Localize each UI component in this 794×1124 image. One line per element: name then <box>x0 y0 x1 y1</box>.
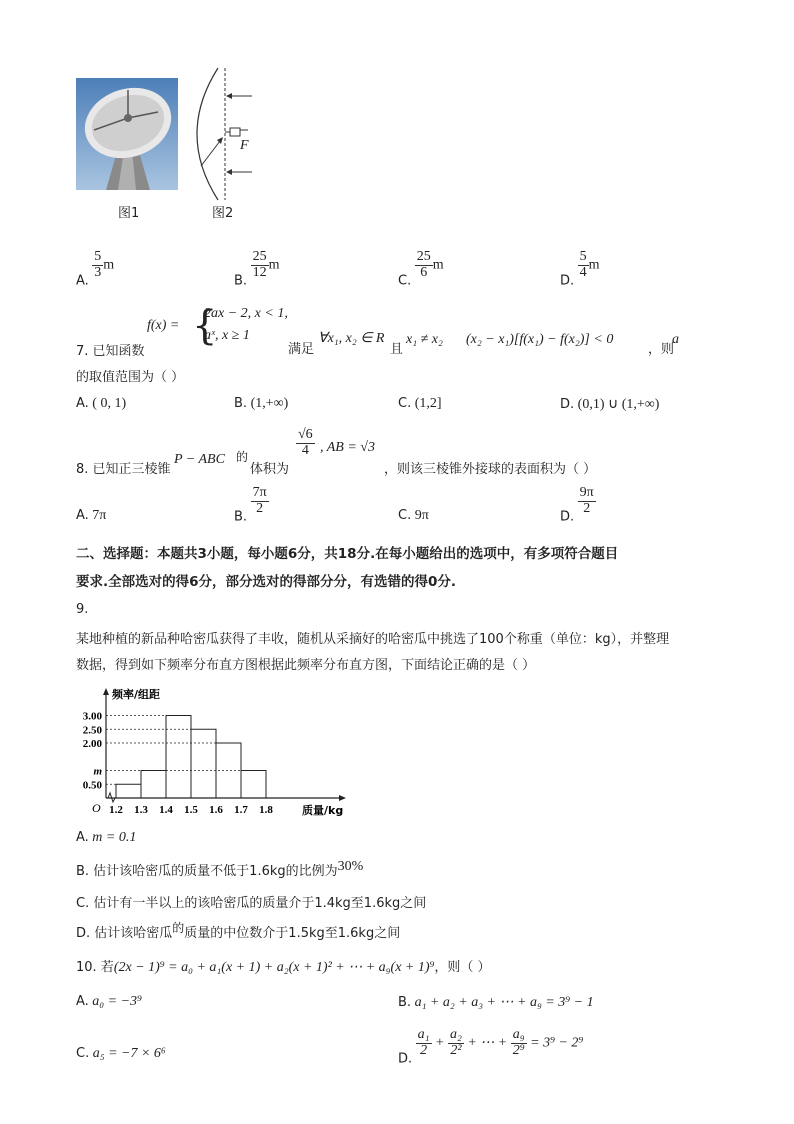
y-tick-label: 3.00 <box>82 710 102 723</box>
q8-vol: 体积为 <box>250 462 290 477</box>
x-axis-label: 质量/kg <box>302 804 344 817</box>
q7-option-d: D. (0,1) ∪ (1,+∞) <box>560 397 660 412</box>
q9-number: 9. <box>76 602 89 617</box>
y-axis-label: 频率/组距 <box>112 688 161 701</box>
frequency-histogram <box>70 686 360 818</box>
q10-option-c: C. a₅ = −7 × 6⁶ <box>76 1046 166 1061</box>
x-tick-label: 1.6 <box>209 804 223 816</box>
histogram-bar <box>241 771 266 799</box>
q7-brace: { <box>192 303 218 349</box>
q8-pabc: P − ABC <box>174 452 225 467</box>
q7-cond: 满足 <box>288 342 315 357</box>
y-axis-arrow <box>103 688 109 695</box>
histogram-svg <box>70 686 360 818</box>
q7-then: ，则 <box>648 342 675 357</box>
histogram-bar <box>141 771 166 799</box>
q7-case-2: aˣ, x ≥ 1 <box>204 328 250 343</box>
x-tick-label: 1.4 <box>159 804 173 816</box>
q9-line-2: 数据，得到如下频率分布直方图根据此频率分布直方图，下面结论正确的是（ ） <box>76 658 536 673</box>
q6-option-d: D. $\frac{5}{4}$ m <box>560 249 600 289</box>
q8-prefix: 8. 已知正三棱锥 <box>76 462 171 477</box>
q7-qie: 且 <box>390 342 404 357</box>
x-axis-arrow <box>339 795 346 801</box>
q8-option-d: D. $\frac{9\pi}{2}$ <box>560 485 594 525</box>
q9-option-c: C. 估计有一半以上的该哈密瓜的质量介于1.4kg至1.6kg之间 <box>76 896 427 911</box>
x-tick-label: 1.8 <box>259 804 273 816</box>
q10-stem: 10. 若(2x − 1)⁹ = a₀ + a₁(x + 1) + a₂(x + 1)² + ⋯ + a₉(x + 1)⁹，则（ ） <box>76 960 491 975</box>
q8-ab: , AB = √3 <box>320 440 375 455</box>
q7-neq: x₁ ≠ x₂ <box>406 332 443 347</box>
q6-option-a: A. $\frac{5}{3}$ m <box>76 249 115 289</box>
histogram-bar <box>116 784 141 798</box>
q8-option-b: B. $\frac{7\pi}{2}$ <box>234 485 267 525</box>
q7-option-b: B. (1,+∞) <box>234 396 289 411</box>
y-tick-label: 2.00 <box>82 738 102 750</box>
q10-option-d: D. $\frac{\text{a₁}}{2}$ + $\frac{\text{a₂}}{\text{2²}}$ + ⋯ + $\frac{\text{a₉}}{\text{2⁹}}$ = 3⁹ − 2⁹ <box>398 1027 584 1067</box>
figure-1-caption: 图1 <box>118 206 140 221</box>
q8-suffix: ，则该三棱锥外接球的表面积为（ ） <box>384 462 597 477</box>
q7-option-a: A. ( 0, 1) <box>76 396 127 411</box>
q7-inequality: (x₂ − x₁)[f(x₁) − f(x₂)] < 0 <box>466 332 614 347</box>
x-tick-label: 1.2 <box>109 804 123 816</box>
q7-a: a <box>672 332 679 347</box>
section-2-heading-line-2: 要求.全部选对的得6分，部分选对的得部分分，有选错的得0分. <box>76 574 457 590</box>
q7-prefix: 7. 已知函数 <box>76 344 145 359</box>
q8-volume-fraction: $\frac{√6}{4}$ <box>298 427 313 458</box>
histogram-bar <box>191 729 216 798</box>
section-2-heading-line-1: 二、选择题：本题共3小题，每小题6分，共18分.在每小题给出的选项中，有多项符合题目 <box>76 546 619 562</box>
q8-option-c: C. 9π <box>398 508 429 523</box>
q9-option-a: A. m = 0.1 <box>76 830 137 845</box>
q7-line2: 的取值范围为（ ） <box>76 370 185 385</box>
q6-option-b: B. $\frac{25}{12}$ m <box>234 249 280 289</box>
x-tick-label: 1.5 <box>184 804 198 816</box>
q8-de: 的 <box>236 450 249 464</box>
focus-label: F <box>240 138 249 153</box>
x-tick-label: 1.7 <box>234 804 248 816</box>
histogram-bar <box>166 716 191 799</box>
origin-label: O <box>92 801 101 815</box>
figure-2-caption: 图2 <box>212 206 234 221</box>
q7-forall: ∀x₁, x₂ ∈ R <box>318 331 385 346</box>
y-tick-label: 0.50 <box>82 779 102 792</box>
q10-option-a: A. a₀ = −3⁹ <box>76 994 142 1009</box>
q9-option-b: B. 估计该哈密瓜的质量不低于1.6kg的比例为30% <box>76 859 364 879</box>
figure-2-reflector-diagram <box>190 66 260 202</box>
q8-option-a: A. 7π <box>76 508 107 523</box>
q7-option-c: C. (1,2] <box>398 396 442 411</box>
q7-case-1: 2ax − 2, x < 1, <box>204 306 288 321</box>
figure-1-dish-photo <box>76 78 178 190</box>
q7-fx: f(x) = <box>147 318 180 333</box>
x-tick-label: 1.3 <box>134 804 148 816</box>
y-tick-label: m <box>93 765 102 778</box>
q10-option-b: B. a₁ + a₂ + a₃ + ⋯ + a₉ = 3⁹ − 1 <box>398 995 594 1010</box>
q9-option-d: D. 估计该哈密瓜的质量的中位数介于1.5kg至1.6kg之间 <box>76 921 401 941</box>
y-tick-label: 2.50 <box>82 724 102 737</box>
q9-line-1: 某地种植的新品种哈密瓜获得了丰收，随机从采摘好的哈密瓜中挑选了100个称重（单位：kg），并整理 <box>76 632 670 647</box>
q6-option-c: C. $\frac{25}{6}$ m <box>398 249 444 289</box>
